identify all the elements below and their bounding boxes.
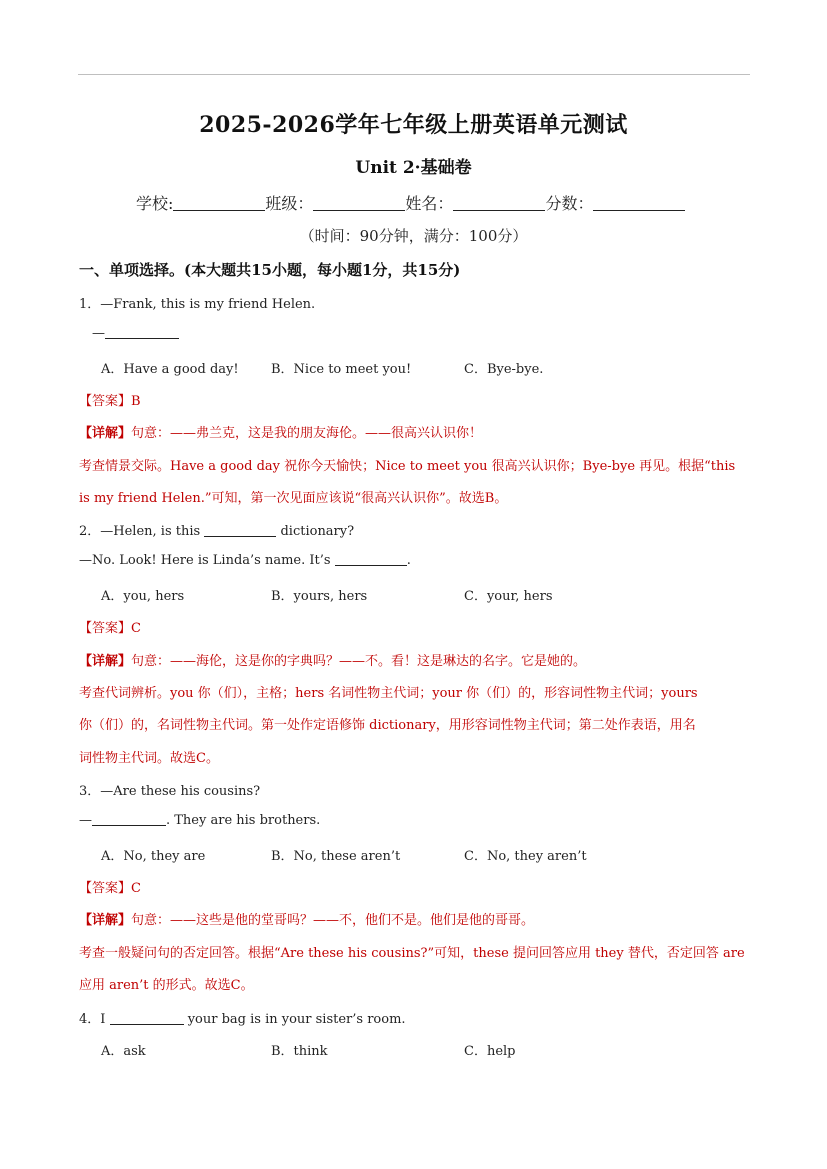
name-label: 姓名： <box>405 194 454 213</box>
school-blank[interactable] <box>173 194 265 211</box>
question-3-dash: — <box>79 813 92 828</box>
question-3-explain-2: 应用 aren’t 的形式。故选C。 <box>79 978 254 993</box>
question-4-option-c[interactable]: C．help <box>464 1044 516 1059</box>
question-3-detail-text: 句意：——这些是他的堂哥吗？——不，他们不是。他们是他的哥哥。 <box>131 913 535 928</box>
score-label: 分数： <box>545 194 594 213</box>
score-blank[interactable] <box>593 194 685 211</box>
question-4-option-a[interactable]: A．ask <box>101 1044 146 1059</box>
question-2-detail <box>79 650 586 669</box>
page-subtitle: Unit 2·基础卷 <box>355 158 472 178</box>
question-3-option-c[interactable]: C．No, they aren’t <box>464 849 587 864</box>
name-blank[interactable] <box>453 194 545 211</box>
question-2-prompt-prefix: 2．—Helen, is this <box>79 524 201 539</box>
student-info-line <box>136 191 685 214</box>
question-1-detail-head: 【详解】 <box>79 426 132 441</box>
question-4-prompt <box>79 1008 406 1027</box>
question-1-dash: — <box>92 326 105 341</box>
question-2-detail-head: 【详解】 <box>79 654 132 669</box>
question-2-option-a[interactable]: A．you, hers <box>101 589 185 604</box>
question-4-prompt-suffix: your bag is in your sister’s room. <box>187 1012 406 1027</box>
question-3-option-b[interactable]: B．No, these aren’t <box>271 849 401 864</box>
page-title: 2025-2026学年七年级上册英语单元测试 <box>199 112 628 138</box>
question-1-option-c[interactable]: C．Bye-bye. <box>464 362 544 377</box>
question-1-option-b[interactable]: B．Nice to meet you! <box>271 362 412 377</box>
question-2-blank-2[interactable] <box>335 553 407 566</box>
class-blank[interactable] <box>313 194 405 211</box>
question-2-detail-text: 句意：——海伦，这是你的字典吗？——不。看！这是琳达的名字。它是她的。 <box>131 654 587 669</box>
question-3-explain-1: 考查一般疑问句的否定回答。根据“Are these his cousins?”可知，these 提问回答应用 they 替代，否定回答 are <box>79 946 745 961</box>
question-3-prompt: 3．—Are these his cousins? <box>79 784 261 799</box>
question-2-response-suffix: . <box>406 553 411 568</box>
question-2-prompt-suffix: dictionary? <box>280 524 355 539</box>
question-3-detail-head: 【详解】 <box>79 913 132 928</box>
question-1-prompt: 1．—Frank, this is my friend Helen. <box>79 297 316 312</box>
question-1-explain-2: is my friend Helen.”可知，第一次见面应该说“很高兴认识你”。故选B。 <box>79 491 508 506</box>
question-4-option-b[interactable]: B．think <box>271 1044 328 1059</box>
question-2-blank-1[interactable] <box>204 524 276 537</box>
question-1-detail <box>79 422 482 441</box>
question-1-response <box>92 326 179 341</box>
question-4-prompt-prefix: 4．I <box>79 1012 106 1027</box>
question-2-response-prefix: —No. Look! Here is Linda’s name. It’s <box>79 553 331 568</box>
question-2-answer: 【答案】C <box>79 621 141 636</box>
question-2-explain-2: 你（们）的，名词性物主代词。第一处作定语修饰 dictionary，用形容词性物主代词；第二处作表语，用名 <box>79 718 696 733</box>
question-3-blank[interactable] <box>92 813 166 826</box>
question-1-detail-text: 句意：——弗兰克，这是我的朋友海伦。——很高兴认识你！ <box>131 426 483 441</box>
question-1-option-a[interactable]: A．Have a good day! <box>101 362 239 377</box>
question-3-option-a[interactable]: A．No, they are <box>101 849 206 864</box>
question-1-blank[interactable] <box>105 326 179 339</box>
question-1-explain-1: 考查情景交际。Have a good day 祝你今天愉快；Nice to meet you 很高兴认识你；Bye-bye 再见。根据“this <box>79 459 736 474</box>
school-label: 学校: <box>136 194 174 213</box>
question-2-explain-1: 考查代词辨析。you 你（们），主格；hers 名词性物主代词；your 你（们）的，形容词性物主代词；yours <box>79 686 698 701</box>
question-2-response <box>79 553 411 568</box>
question-1-answer: 【答案】B <box>79 394 141 409</box>
question-2-option-c[interactable]: C．your, hers <box>464 589 553 604</box>
question-3-response <box>79 813 320 828</box>
exam-time: （时间：90分钟，满分：100分） <box>299 227 528 245</box>
question-3-response-suffix: . They are his brothers. <box>166 813 321 828</box>
question-2-option-b[interactable]: B．yours, hers <box>271 589 368 604</box>
question-2-explain-3: 词性物主代词。故选C。 <box>79 751 219 766</box>
question-4-blank[interactable] <box>110 1012 184 1025</box>
question-3-answer: 【答案】C <box>79 881 141 896</box>
header-rule <box>78 74 750 75</box>
question-3-detail <box>79 909 534 928</box>
question-2-prompt <box>79 520 354 539</box>
section-title: 一、单项选择。(本大题共15小题，每小题1分，共15分) <box>79 261 461 279</box>
class-label: 班级： <box>265 194 314 213</box>
